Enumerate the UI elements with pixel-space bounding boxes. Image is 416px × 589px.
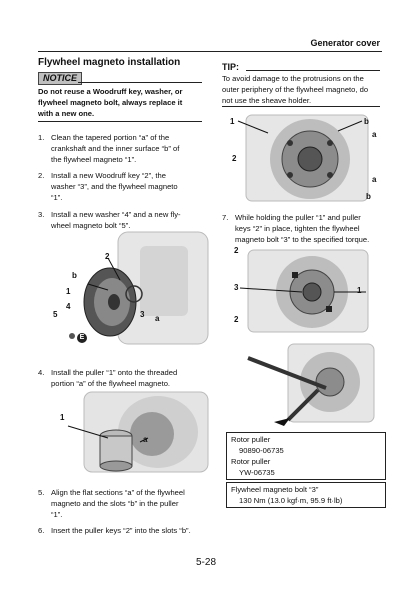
step-text: wheel magneto bolt “5”. (51, 221, 131, 230)
tip-text (222, 73, 382, 106)
callout-5: 5 (53, 310, 58, 319)
tip-bottom-rule (222, 106, 380, 107)
tool-name: Rotor puller (231, 435, 271, 444)
callout-b: b (366, 192, 371, 201)
callout-a: a (372, 175, 377, 184)
step-text: keys “2” in place, tighten the flywheel (235, 224, 360, 233)
callout-1: 1 (230, 117, 235, 126)
special-tool-box (226, 432, 386, 480)
step-number: 2. (38, 171, 45, 180)
callout-2: 2 (232, 154, 237, 163)
step-text: crankshaft and the inner surface “b” of (51, 144, 180, 153)
step-5 (38, 487, 208, 521)
step-text: Align the flat sections “a” of the flywheel (51, 488, 185, 497)
lubricant-icon: E (77, 333, 87, 343)
step-7 (222, 212, 392, 246)
section-header: Generator cover (310, 38, 380, 48)
callout-1: 1 (66, 287, 71, 296)
callout-a: a (372, 130, 377, 139)
puller-slots-figure (228, 113, 378, 203)
torque-spec-box (226, 482, 386, 508)
callout-1: 1 (357, 286, 362, 295)
step-text: “1”. (51, 193, 63, 202)
tool-name: Rotor puller (231, 457, 271, 466)
step-text: Install the puller “1” onto the threaded (51, 368, 178, 377)
puller-keys-figure (236, 248, 376, 334)
tip-line: not use the sheave holder. (222, 96, 312, 105)
tool-number: 90890-06735 (239, 446, 284, 455)
callout-b: b (72, 271, 77, 280)
notice-rule (78, 82, 202, 83)
step-2 (38, 170, 208, 204)
callout-3: 3 (140, 310, 145, 319)
header-rule (38, 51, 382, 52)
step-text: the flywheel magneto “1”. (51, 155, 137, 164)
callout-3: 3 (234, 283, 239, 292)
notice-line: with a new one. (38, 109, 95, 118)
step-text: “1”. (51, 510, 63, 519)
step-text: portion “a” of the flywheel magneto. (51, 379, 171, 388)
step-text: Insert the puller keys “2” into the slots “b”. (51, 526, 191, 535)
step-text: magneto bolt “3” to the specified torque. (235, 235, 370, 244)
flywheel-install-figure (48, 228, 210, 350)
page-number: 5-28 (196, 557, 217, 568)
callout-a: a (143, 435, 148, 444)
step-6 (38, 525, 213, 539)
notice-line: Do not reuse a Woodruff key, washer, or (38, 87, 183, 96)
step-1 (38, 132, 208, 166)
step-text: washer “3”, and the flywheel magneto (51, 182, 178, 191)
torque-wrench-figure (238, 338, 378, 428)
callout-a: a (155, 314, 160, 323)
tip-line: outer periphery of the flywheel magneto, do (222, 85, 369, 94)
notice-text (38, 86, 206, 119)
torque-value: 130 Nm (13.0 kgf·m, 95.9 ft·lb) (239, 496, 343, 505)
step-4 (38, 367, 208, 391)
step-text: Clean the tapered portion “a” of the (51, 133, 170, 142)
tip-label: TIP: (222, 62, 239, 72)
step-number: 1. (38, 133, 45, 142)
step-number: 7. (222, 213, 229, 222)
step-number: 3. (38, 210, 45, 219)
step-number: 5. (38, 488, 45, 497)
notice-label: NOTICE (38, 72, 82, 85)
callout-1: 1 (60, 413, 65, 422)
torque-item: Flywheel magneto bolt “3” (231, 485, 319, 494)
step-number: 4. (38, 368, 45, 377)
callout-2: 2 (234, 315, 239, 324)
puller-install-figure (48, 390, 210, 474)
callout-2: 2 (234, 246, 239, 255)
tool-number: YW-06735 (239, 468, 275, 477)
page-title: Flywheel magneto installation (38, 57, 181, 68)
callout-2: 2 (105, 252, 110, 261)
tip-line: To avoid damage to the protrusions on the (222, 74, 364, 83)
callout-4: 4 (66, 302, 71, 311)
notice-line: flywheel magneto bolt, always replace it (38, 98, 183, 107)
step-text: Install a new Woodruff key “2”, the (51, 171, 166, 180)
tip-rule (246, 70, 380, 71)
notice-bottom-rule (38, 121, 202, 122)
step-number: 6. (38, 526, 45, 535)
callout-b: b (364, 117, 369, 126)
step-text: magneto and the slots “b” in the puller (51, 499, 179, 508)
step-text: While holding the puller “1” and puller (235, 213, 361, 222)
step-text: Install a new washer “4” and a new fly- (51, 210, 181, 219)
